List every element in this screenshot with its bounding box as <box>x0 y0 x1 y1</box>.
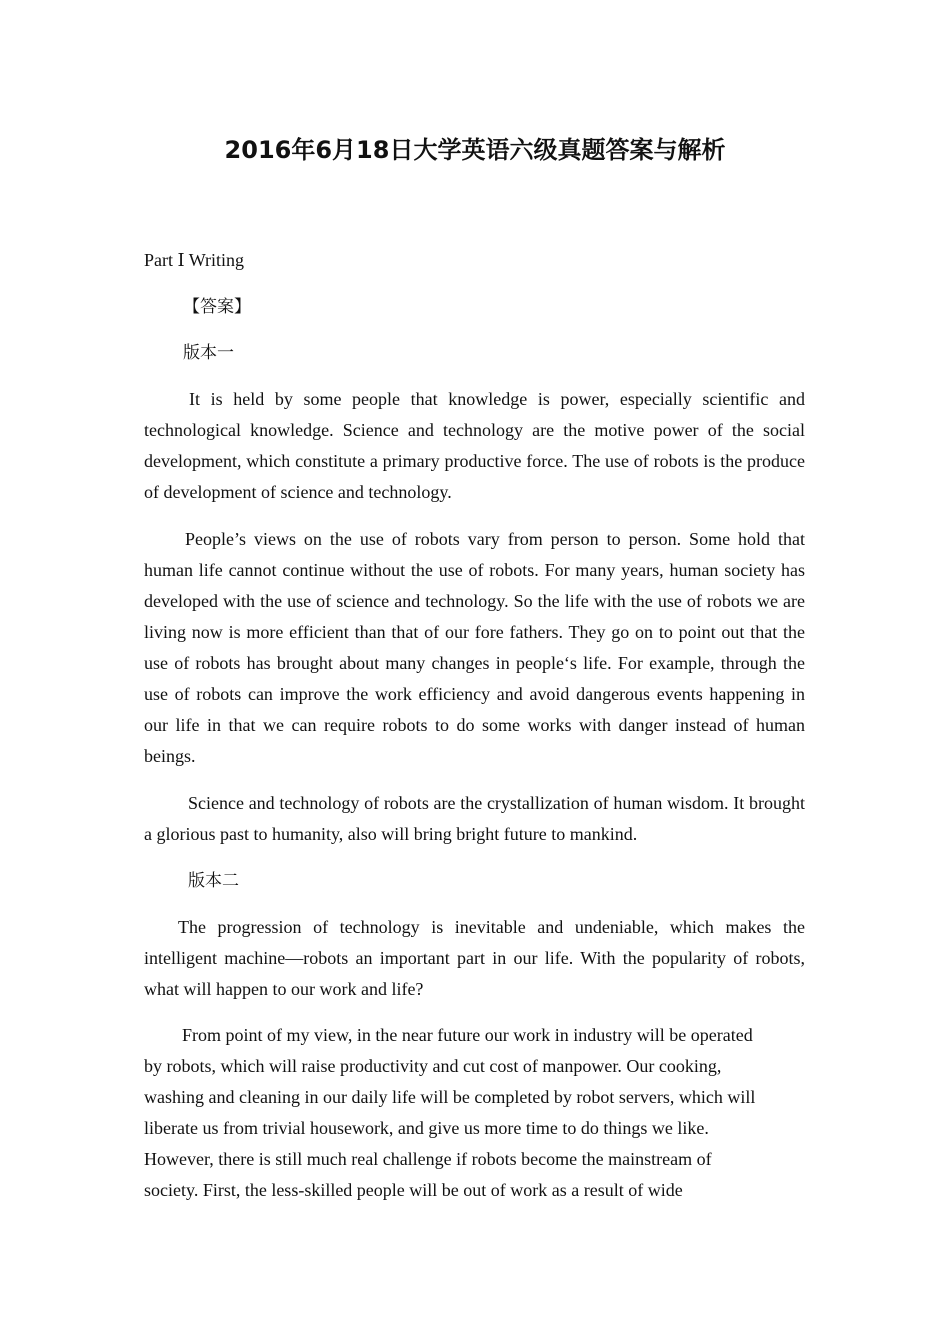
v2-paragraph-2-line-4: liberate us from trivial housework, and give us more time to do things we like. <box>144 1118 709 1138</box>
v1-paragraph-2: People’s views on the use of robots vary from person to person. Some hold that human life cannot continue without the use of robots. For many years, human society has developed with the use of science and technology. So the life with the use of robots we are living now is more efficient than that of our fore fathers. They go on to point out that the use of robots has brought about many changes in people‘s life. For example, through the use of robots can improve the work efficiency and avoid dangerous events happening in our life in that we can require robots to do some works with danger instead of human beings. <box>144 529 805 766</box>
version-one-label: 版本一 <box>183 343 234 363</box>
v2-paragraph-2-line-6: society. First, the less-skilled people will be out of work as a result of wide <box>144 1180 683 1200</box>
v1-paragraph-1: It is held by some people that knowledge is power, especially scientific and technological knowledge. Science and technology are the motive power of the social development, which constitute a primary productive force. The use of robots is the produce of development of science and technology. <box>144 389 805 502</box>
v2-paragraph-2-line-2: by robots, which will raise productivity and cut cost of manpower. Our cooking, <box>144 1056 722 1076</box>
v1-paragraph-3: Science and technology of robots are the crystallization of human wisdom. It brought a glorious past to humanity, also will bring bright future to mankind. <box>144 793 805 844</box>
v2-paragraph-2-line-1: From point of my view, in the near future our work in industry will be operated <box>182 1025 753 1045</box>
section-heading: Part Ⅰ Writing <box>144 250 245 270</box>
answer-label: 【答案】 <box>183 297 251 317</box>
version-two-label: 版本二 <box>188 871 239 891</box>
page-title: 2016年6月18日大学英语六级真题答案与解析 <box>224 136 726 164</box>
v2-paragraph-1: The progression of technology is inevitable and undeniable, which makes the intelligent machine—robots an important part in our life. With the popularity of robots, what will happen to our work and life? <box>144 917 805 999</box>
v2-paragraph-2-line-3: washing and cleaning in our daily life will be completed by robot servers, which will <box>144 1087 756 1107</box>
v2-paragraph-2-line-5: However, there is still much real challenge if robots become the mainstream of <box>144 1149 712 1169</box>
